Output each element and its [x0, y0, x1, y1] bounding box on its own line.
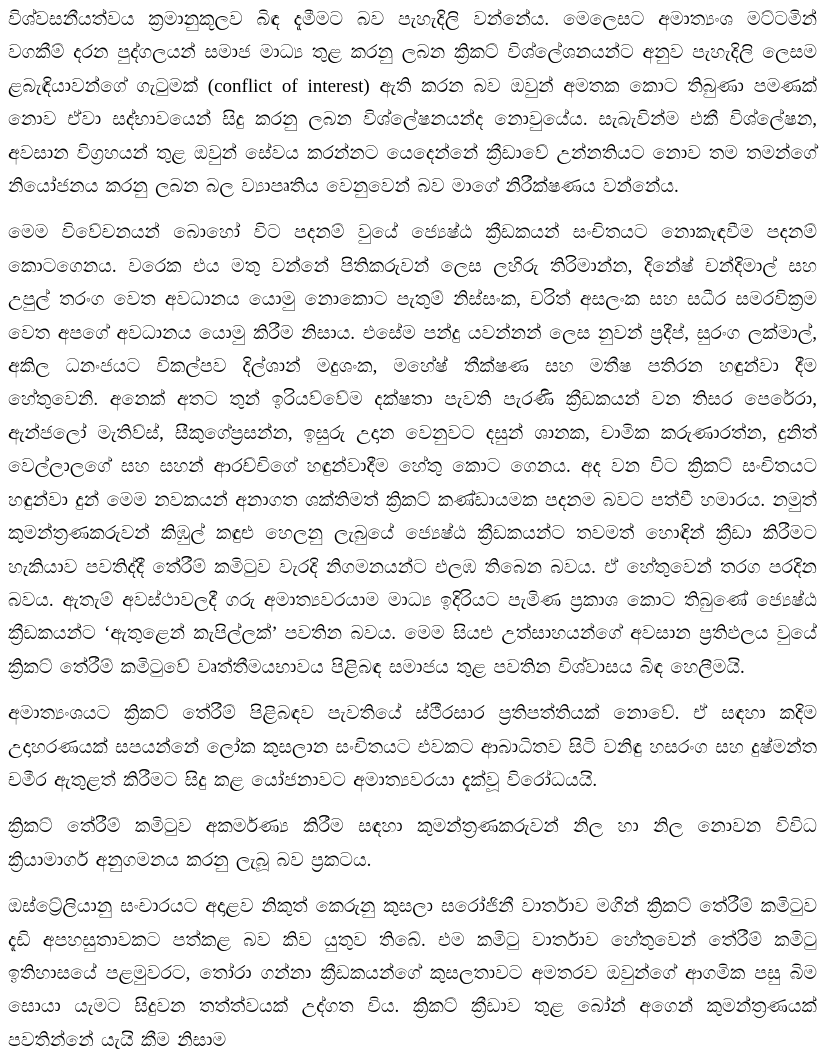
paragraph: විශ්වසනීයත්වය ක්‍රමානුකූලව බිඳ දැමීමට බව පැහැදිලි වන්නේය. මෙලෙසට අමාත්‍යංශ මට්ටමින් වගකීම් දරන පුද්ගලයන් සමාජ මාධ්‍ය තුළ කරනු ලබන ක්‍රිකට් විශ්ලේශනයන්ට අනුව පැහැදිලි ලෙසම ළබැඳියාවන්ගේ ගැටුමක් (conflict of interest) ඇති කරන බව ඔවුන් අමතක කොට තිබුණා පමණක් නොව ඒවා සද්භාවයෙන් සිදු කරනු ලබන විශ්ලේෂනයන්ද නොවුයේය. සැබැවින්ම එකී විශ්ලේෂන, අවසාන විග්‍රහයන් තුළ ඔවුන් සේවය කරන්නට යෙදෙන්නේ ක්‍රීඩාවේ උන්නතියට නොව තම තමන්ගේ නියෝජනය කරනු ලබන බල ව්‍යාපෘතිය වෙනුවෙන් බව මාගේ නිරීක්ෂණය වන්නේය.	[8, 9, 817, 198]
paragraph: අමාත්‍යංශයට ක්‍රිකට් තේරීම් පිළිබඳව පැවතියේ ස්ථීරසාර ප්‍රතිපත්තියක් නොවේ. ඒ සඳහා කදිම උදාහරණයක් සපයන්නේ ලෝක කුසලාන සංචිතයට එවකට ආබාධිතව සිටි වනිඳු හසරංග සහ දුෂ්මන්ත චමීර ඇතුළත් කිරීමට සිදු කළ යෝජනාවට අමාත්‍යවරයා දැක්වූ විරෝධයයි.	[8, 703, 817, 791]
paragraph: ක්‍රිකට් තේරීම් කමිටුව අකර්මණ්‍ය කිරීම සඳහා කුමන්ත්‍රණකරුවන් නිල හා නිල නොවන විවිධ ක්‍රියාමාර්ග අනුගමනය කරනු ලැබූ බව ප්‍රකටය.	[8, 816, 817, 871]
paragraph: මෙම විවේචනයන් බොහෝ විට පදනම් වුයේ ජ්‍යෙෂ්ඨ ක්‍රීඩකයන් සංචිතයට නොකැඳවීම පදනම් කොටගෙනය. වරෙක එය මතු වන්නේ පිතිකරුවන් ලෙස ලහිරු තිරිමාන්න, දිනේෂ් චන්දිමාල් සහ උපුල් තරංග වෙත අවධානය යොමු නොකොට පැතුම් නිස්සංක, චරිත් අසලංක සහ සධීර සමරවික්‍රම වෙත අපගේ අවධානය යොමු කිරීම නිසාය. එසේම පන්දු යවන්නන් ලෙස නුවන් ප්‍රදීප්, සුරංග ලක්මාල්, අකිල ධනංජයට විකල්පව දිල්ශාන් මදුශංක, මහේෂ් තීක්ෂණ සහ මතීෂ පතිරන හඳුන්වා දීම හේතුවෙනි. අනෙක් අතට තුන් ඉරියව්වේම දක්ෂතා පැවති පැරණි ක්‍රීඩකයන් වන තිසර පෙරේරා, ඇන්ජලෝ මැතිව්ස්, සීකුගේප්‍රසන්න, ඉසුරු උදාන වෙනුවට දසුන් ශානක, චාමික කරුණාරත්න, දුනිත් වෙල්ලාලගේ සහ සහන් ආරච්චිගේ හඳුන්වාදීම හේතු කොට ගෙනය. අද වන විට ක්‍රිකට් සංචිතයට හඳුන්වා දුන් මෙම නවකයන් අනාගත ශක්තිමත් ක්‍රිකට් කණ්ඩායමක පදනම බවට පත්වී හමාරය. නමුත් කුමන්ත්‍රණකරුවන් කිඹුල් කඳුළු හෙලනු ලැබුයේ ජ්‍යෙෂ්ඨ ක්‍රීඩකයන්ට තවමත් හොඳින් ක්‍රීඩා කිරීමට හැකියාව පවතිද්දී තේරීම් කමිටුව වැරදි නිගමනයන්ට එලඹ තිබෙන බවය. ඒ හේතුවෙන් තරග පරදින බවය. ඇතැම් අවස්ථාවලදී ගරු අමාත්‍යවරයාම මාධ්‍ය ඉදිරියට පැමිණ ප්‍රකාශ කොට තිබුණේ ජ්‍යෙෂ්ඨ ක්‍රීඩකයන්ට ‘ඇතුළෙන් කැපිල්ලක්’ පවතින බවය. මෙම සියළු උත්සාහයන්ගේ අවසාන ප්‍රතිඵලය වුයේ ක්‍රිකට් තේරීම් කමිටුවේ වෘත්තීමයභාවය පිළිබඳ සමාජය තුළ පවතින විශ්වාසය බිඳ හෙලීමයි.	[8, 222, 817, 678]
paragraph: ඔස්ට්‍රේලියානු සංචාරයට අදාළව නිකුත් කෙරුනු කුසලා සරෝජිනී වාර්තාව මගින් ක්‍රිකට් තේරීම් කමිටුව දැඩි අපහසුතාවකට පත්කළ බව කිව යුතුව තිබේ. එම කමිටු වාර්තාව හේතුවෙන් තේරීම් කමිටු ඉතිහාසයේ පළමුවරට, තෝරා ගන්නා ක්‍රීඩකයන්ගේ කුසලතාවට අමතරව ඔවුන්ගේ ආගමික පසු බිම සොයා යැමට සිදුවන තත්ත්වයක් උද්ගත විය. ක්‍රිකට් ක්‍රීඩාව තුළ බෝන් අගෙන් කුමන්ත්‍රණයක් පවතින්නේ යැයි කීම නිසාම	[8, 896, 817, 1051]
